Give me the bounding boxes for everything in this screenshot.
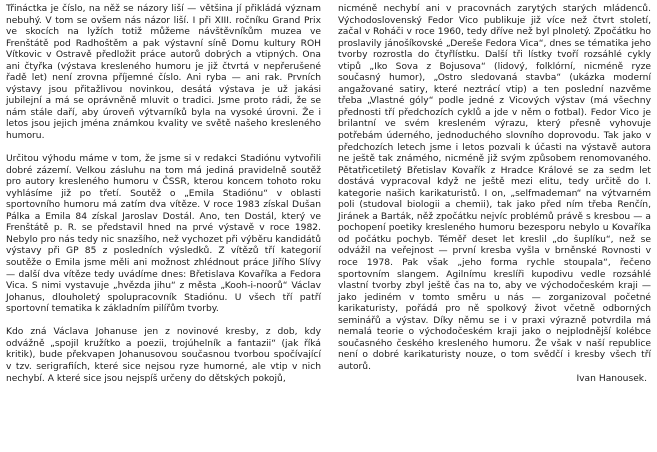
paragraph-intro: Třináctka je číslo, na něž se názory liší — většina jí přikládá význam nebuhý. V tom se ovšem nás názor liší. I při XIII. ročníku Grand Prix ve skocích na lyžích totiž můžeme návštěvníkům muzea ve Frenštátě pod Radhoštěm a pak výstavní síně Domu kultury ROH Vítkovic v Ostravě předložit práce autorů dobrých a vtipných. Ona ani čtyřka (výstava kresleného humoru je již čtvrtá v nepřerušené řadě let) není zrovna příjemné číslo. Ani ryba — ani rak. Prvních výstavy jsou přitažlivou novinkou, desátá výstava je už jakási jubilejní a má se oprávněně mluvit o tradici. Jsme proto rádi, že se nám stále daří, aby úroveň výtvarníků byla na vysoké úrovni. Že i letos jsou jejich jména známkou kvality ve světě našeho kresleného humoru. bbox=[6, 4, 321, 142]
left-column bbox=[6, 4, 321, 385]
paragraph-gap bbox=[6, 143, 321, 155]
paragraph-gap bbox=[6, 316, 321, 328]
right-column bbox=[338, 4, 651, 385]
author-signature: Ivan Hanousek. bbox=[576, 373, 647, 384]
paragraph-vico-kovarik: nicméně nechybí ani v pracovnách zarytých starých mládenců. Východoslovenský Fedor Vico publikuje již více než čtvrt století, začal v Roháči v roce 1960, tedy dříve než byl plnoletý. Zpočátku ho proslavily jánošíkovské „Dereše Fedora Vica“, dnes se tématika jeho tvorby rozrostla do čtyřlístku. Další tři lístky tvoří rozsáhlé cykly vtipů „Iko Sova z Bojusova“ (lidový, folklórní, nicméně ryze současný humor), „Ostro sledovaná stavba“ (ukázka moderní angažované satiry, které neztrácí vtip) a ten poslední nazvěme třeba „Vlastné góly“ podle jedné z Vicových výstav (má všechny přednosti tří předchozích cyklů a jde v něm o fotbal). Fedor Vico je brilantní ve svém kresleném výrazu, který přesně vyhovuje potřebám úderného, jednoduchého slovního doprovodu. Tak jako v předchozích letech jsme i letos pozvali k účasti na výstavě autora ne ještě tak známého, nicméně již svým způsobem renomovaného. Pětatřicetiletý Břetislav Kovařík z Hradce Králové se za sedm let dostává vypracoval když ne ještě mezi elitu, tedy určitě do I. kategorie našich karikaturistů. I on, „selfmademan“ na výtvarném poli (studoval biologii a chemii), tak jako před ním třeba Renčín, Jiránek a Barták, něž zpočátku nejvíc problémů právě s kresbou — a pochopení poetiky kresleného humoru bezesporu nebylo u Kovaříka od počátku pochyb. Téměř deset let kreslil „do šuplíku“, než se odvážil na veřejnost — první kresba vyšla v brněnské Rovnosti v roce 1978. Pak však „jeho forma rychle stoupala“, řečeno sportovním slangem. Agilnímu kreslíři kupodivu vedle rozsáhlé vlastní tvorby zbyl ještě čas na to, aby ve východočeském kraji — jako jediném v tomto směru u nás — zorganizoval početné karikaturisty, pořádá pro ně spolkový život včetně odborných seminářů a výstav. Díky němu se i v praxi výrazně potvrdila má nemalá teorie o východočeském kraji jako o nejplodnější kolébce současného českého kresleného humoru. Že však v naší republice není o dobré karikaturisty nouze, o tom svědčí i kresby všech tří autorů. bbox=[338, 4, 651, 372]
paragraph-johanus: Kdo zná Václava Johanuse jen z novinové kresby, z dob, kdy odvážně „spojil kružítko a poezii, trojúhelník a fantazii“ (jak říká kritik), bude překvapen Johanusovou současnou tvorbou spočívající v tzv. serigrafiích, které sice nejsou ryze humorné, ale vtip v nich nechybí. A které sice jsou nejspíš určeny do dětských pokojů, bbox=[6, 327, 321, 384]
paragraph-stadion: Určitou výhodu máme v tom, že jsme si v redakci Stadiónu vytvořili dobré zázemí. Velkou zásluhu na tom má jediná pravidelně soutěž pro autory kresleného humoru v ČSSR, kterou koncem tohoto roku vyhlásíme již po třetí. Soutěž o „Emila Stadiónu“ v oblasti sportovního humoru má zatím dva vítěze. V roce 1983 získal Dušan Pálka a Emila 84 získal Jaroslav Dostál. Ano, ten Dostál, který ve Frenštátě p. R. se představil hned na prvé výstavě v roce 1982. Nebylo pro nás tedy nic snazšího, než vychozet při výběru kandidátů výstavy při GP 85 z posledních výsledků. Z vítězů tří kategorií soutěže o Emila jsme měli ani možnost zhlédnout práce Jiřího Slívy — další dva vítěze tedy uvádíme dnes: Břetislava Kovaříka a Fedora Vica. S nimi vystavuje „hvězda jihu“ z města „Kooh-i-noorů“ Václav Johanus, dlouholetý spolupracovník Stadiónu. U všech tří patří sportovní tematika k základním pilířům tvorby. bbox=[6, 154, 321, 315]
